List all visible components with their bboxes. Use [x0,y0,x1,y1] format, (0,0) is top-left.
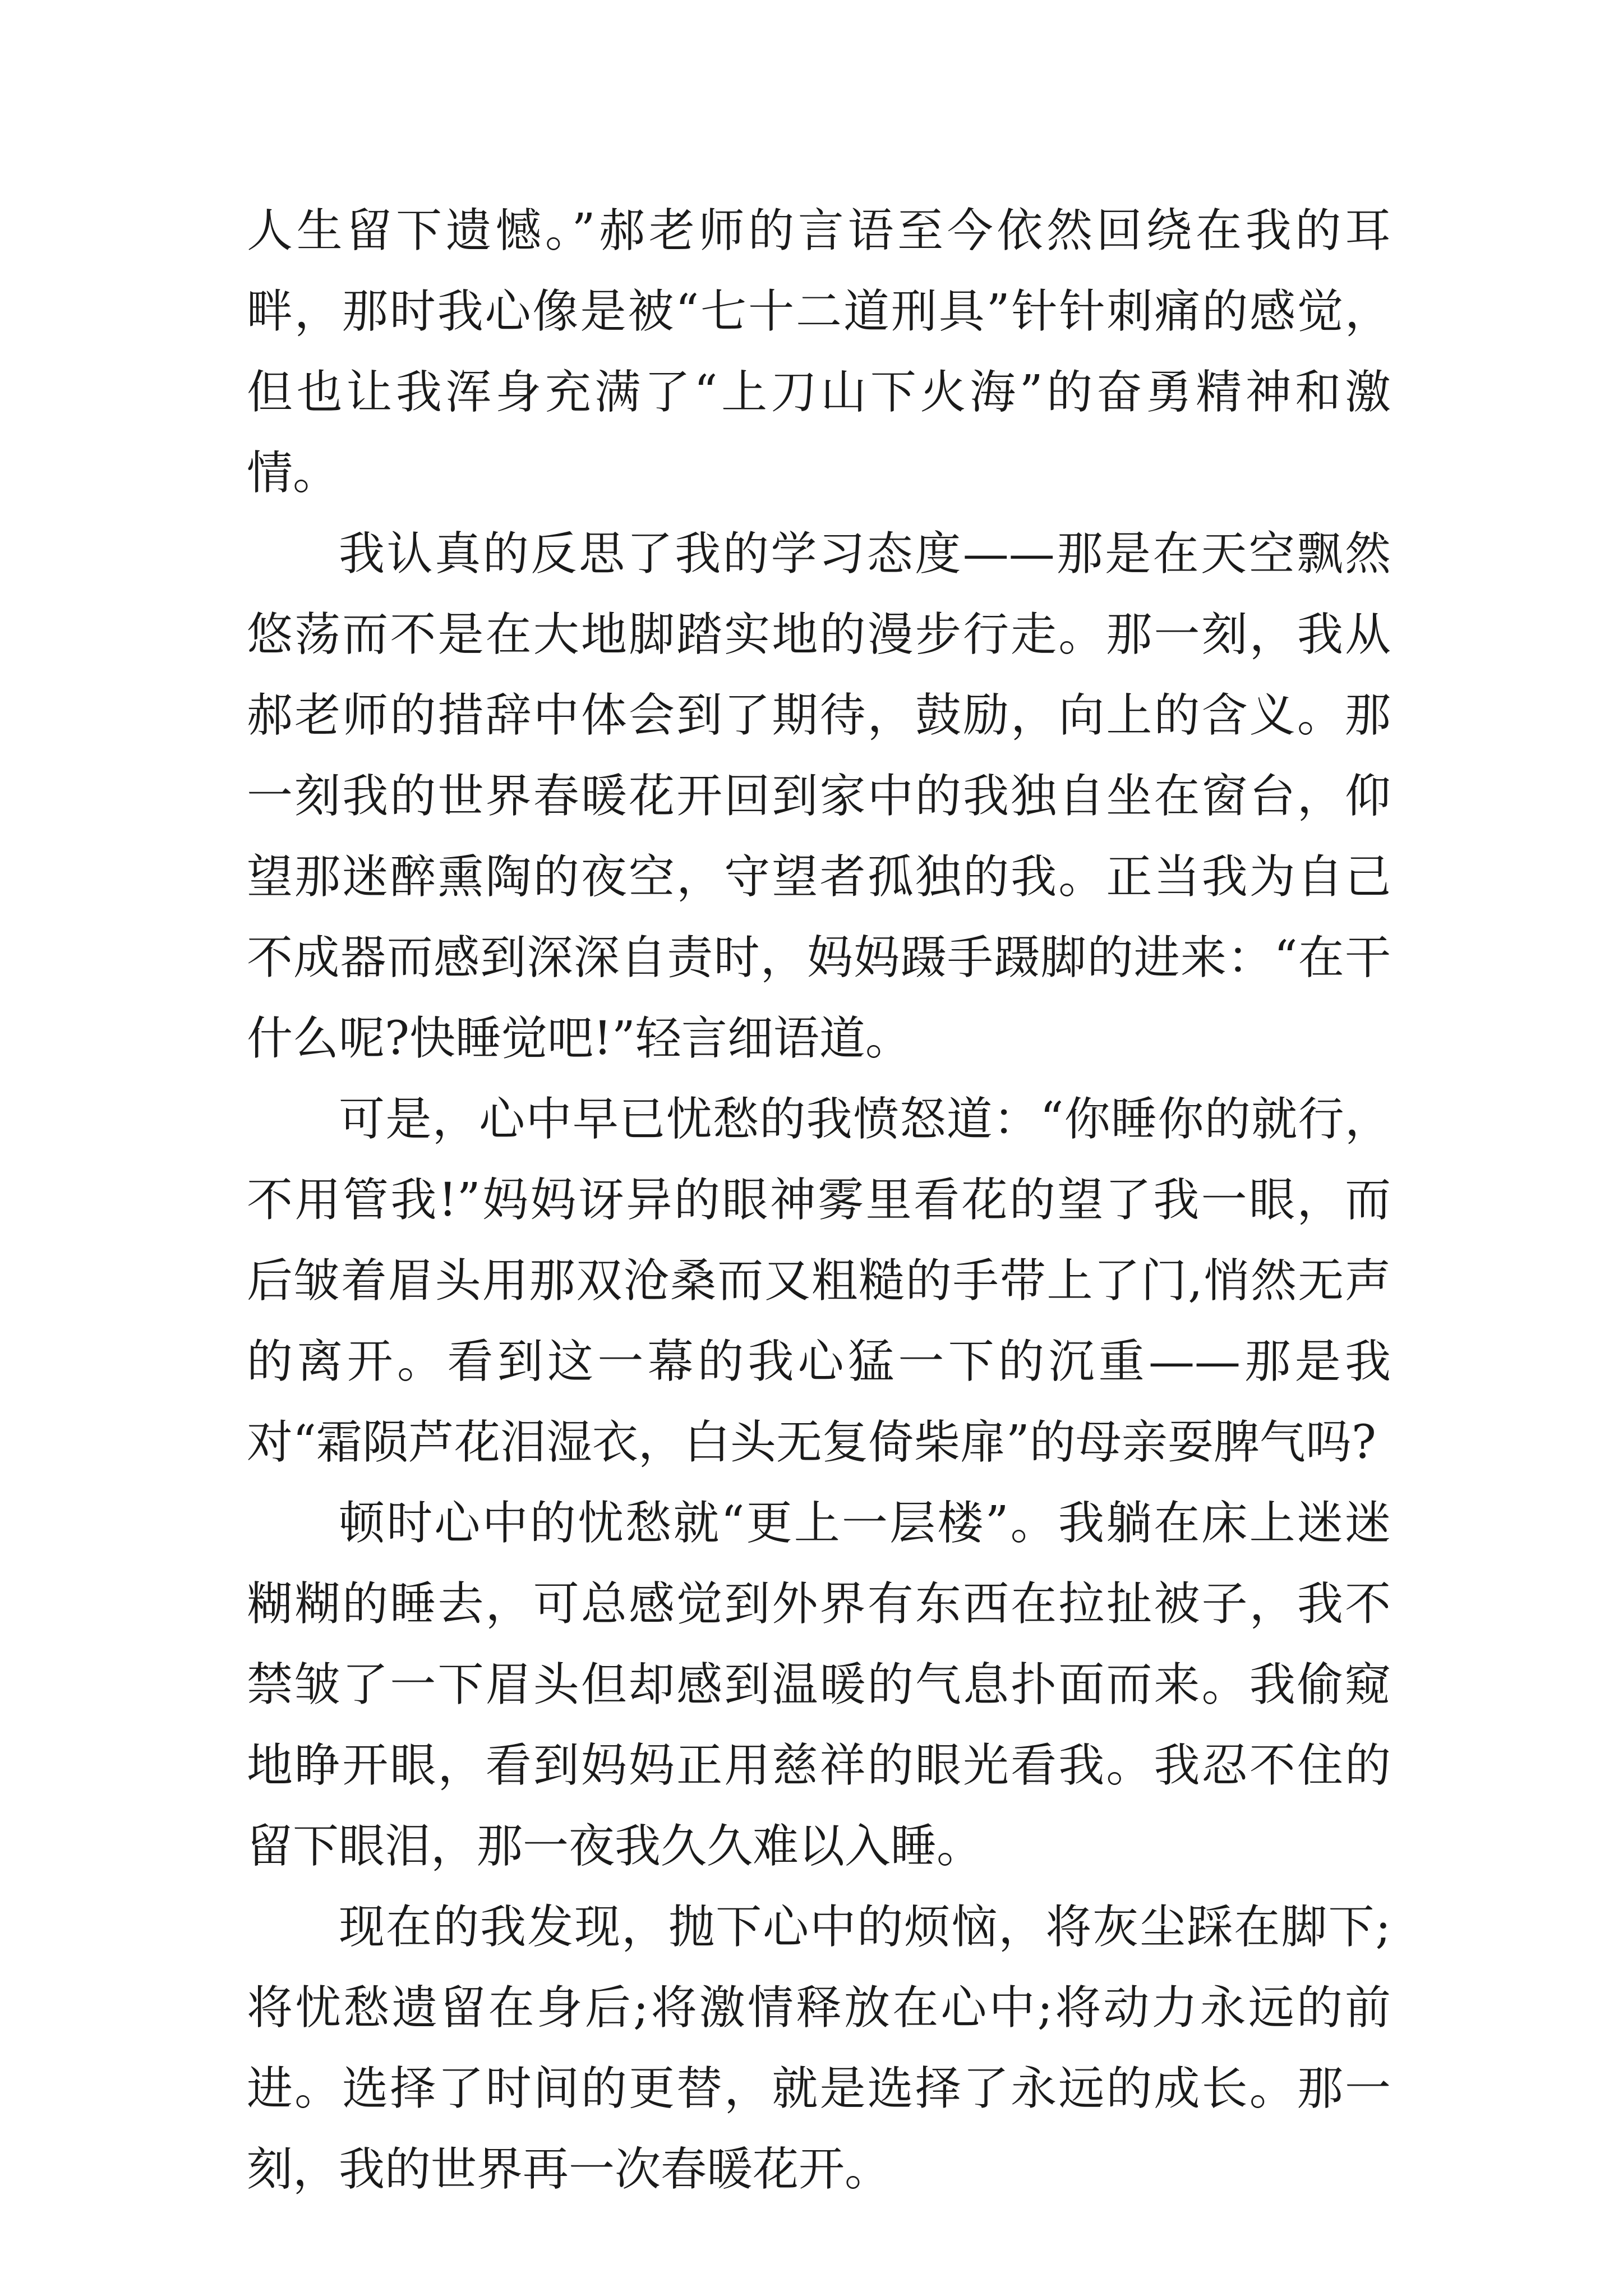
paragraph-5: 现在的我发现，抛下心中的烦恼，将灰尘踩在脚下;将忧愁遗留在身后;将激情释放在心中;将动力永远的前进。选择了时间的更替，就是选择了永远的成长。那一刻，我的世界再一次春暖花开。 [247,1901,1391,2196]
paragraph-2: 我认真的反思了我的学习态度——那是在天空飘然悠荡而不是在大地脚踏实地的漫步行走。那一刻，我从郝老师的措辞中体会到了期待，鼓励，向上的含义。那一刻我的世界春暖花开回到家中的我独自坐在窗台，仰望那迷醉熏陶的夜空，守望者孤独的我。正当我为自己不成器而感到深深自责时，妈妈蹑手蹑脚的进来：“在干什么呢?快睡觉吧!”轻言细语道。 [247,527,1391,1065]
paragraph-4: 顿时心中的忧愁就“更上一层楼”。我躺在床上迷迷糊糊的睡去，可总感觉到外界有东西在拉扯被子，我不禁皱了一下眉头但却感到温暖的气息扑面而来。我偷窥地睁开眼，看到妈妈正用慈祥的眼光看我。我忍不住的留下眼泪，那一夜我久久难以入睡。 [247,1497,1391,1873]
paragraph-1: 人生留下遗憾。”郝老师的言语至今依然回绕在我的耳畔，那时我心像是被“七十二道刑具”针针刺痛的感觉，但也让我浑身充满了“上刀山下火海”的奋勇精神和激情。 [247,204,1391,500]
paragraph-3: 可是，心中早已忧愁的我愤怒道：“你睡你的就行，不用管我!”妈妈讶异的眼神雾里看花的望了我一眼，而后皱着眉头用那双沧桑而又粗糙的手带上了门,悄然无声的离开。看到这一幕的我心猛一下的沉重——那是我对“霜陨芦花泪湿衣，白头无复倚柴扉”的母亲耍脾气吗? [247,1093,1391,1469]
article-body [247,191,1391,2210]
